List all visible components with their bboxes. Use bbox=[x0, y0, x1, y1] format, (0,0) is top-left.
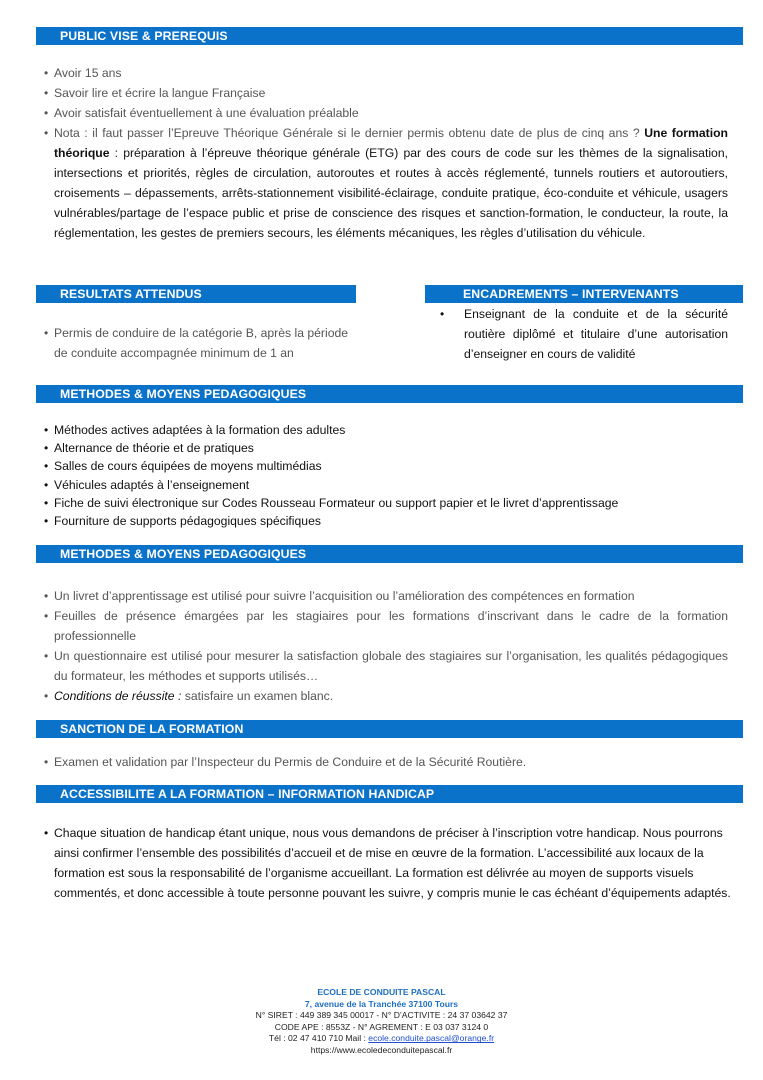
section-header-encadrements bbox=[425, 285, 743, 303]
footer-website: https://www.ecoledeconduitepascal.fr bbox=[310, 1044, 453, 1055]
section-header-accessibilite bbox=[36, 785, 743, 803]
footer-siret: N° SIRET : 449 389 345 00017 - N° D’ACTIVITE : 24 37 03642 37 bbox=[255, 1010, 508, 1021]
list-item: • Examen et validation par l’Inspecteur du Permis de Conduire et de la Sécurité Routière. bbox=[44, 752, 734, 772]
list-item: • Un questionnaire est utilisé pour mesurer la satisfaction globale des stagiaires sur l’organisation, les qualités pédagogiques du formateur, les méthodes et supports utilisés… bbox=[44, 646, 728, 686]
resultats-list bbox=[44, 323, 354, 363]
list-item: • Enseignant de la conduite et de la sécurité routière diplômé et titulaire d’une autorisation d’enseigner en cours de validité bbox=[440, 304, 728, 364]
footer-school-name: ECOLE DE CONDUITE PASCAL bbox=[317, 987, 446, 997]
section-title: RESULTATS ATTENDUS bbox=[60, 287, 202, 301]
list-item: • Un livret d’apprentissage est utilisé pour suivre l’acquisition ou l’amélioration des compétences en formation bbox=[44, 586, 728, 606]
section-title: ACCESSIBILITE A LA FORMATION – INFORMATION HANDICAP bbox=[60, 787, 435, 801]
section-title: METHODES & MOYENS PEDAGOGIQUES bbox=[60, 547, 307, 561]
list-item: • Chaque situation de handicap étant unique, nous vous demandons de préciser à l’inscription votre handicap. Nous pourrons ainsi confirmer l’ensemble des possibilités d’accueil et de mise en œuvre de la formation. L’accessibilité aux locaux de la formation est sous la responsabilité de l’organisme accueillant. La formation est délivrée au moyen de supports visuels commentés, et donc accessible à toute personne pouvant les suivre, y compris munie le cas échéant d’équipements adaptés. bbox=[44, 823, 738, 903]
conditions-text: satisfaire un examen blanc. bbox=[181, 689, 334, 703]
list-item: • Feuilles de présence émargées par les stagiaires pour les formations d’inscrivant dans le cadre de la formation professionnelle bbox=[44, 606, 728, 646]
sanction-list bbox=[44, 752, 734, 772]
list-item: • Salles de cours équipées de moyens multimédias bbox=[44, 457, 734, 475]
accessibilite-list bbox=[44, 823, 738, 903]
footer-address: 7, avenue de la Tranchée 37100 Tours bbox=[304, 998, 459, 1009]
footer-ape: CODE APE : 8553Z - N° AGREMENT : E 03 037 3124 0 bbox=[274, 1021, 489, 1032]
section-header-methodes-1 bbox=[36, 385, 743, 403]
list-item: • Méthodes actives adaptées à la formation des adultes bbox=[44, 421, 734, 439]
nota-bold: Une formation théorique bbox=[54, 126, 728, 160]
list-item-conditions bbox=[44, 686, 728, 706]
section-header-methodes-2 bbox=[36, 545, 743, 563]
nota-prefix: Nota : il faut passer l’Epreuve Théorique Générale si le dernier permis obtenu date de plus de cinq ans ? bbox=[54, 126, 645, 140]
footer-contact bbox=[0, 1033, 763, 1045]
footer-tel: Tél : 02 47 410 710 Mail : bbox=[268, 1033, 369, 1044]
list-item: • Savoir lire et écrire la langue Française bbox=[44, 83, 728, 103]
section-title: METHODES & MOYENS PEDAGOGIQUES bbox=[60, 387, 307, 401]
list-item-nota bbox=[44, 123, 728, 243]
list-item: • Permis de conduire de la catégorie B, après la période de conduite accompagnée minimum de 1 an bbox=[44, 323, 354, 363]
section-title: PUBLIC VISE & PREREQUIS bbox=[60, 29, 228, 43]
section-title: SANCTION DE LA FORMATION bbox=[60, 722, 244, 736]
section-header-public bbox=[36, 27, 743, 45]
methodes-2-list bbox=[44, 586, 728, 706]
methodes-1-list bbox=[44, 421, 734, 530]
public-list bbox=[44, 63, 728, 243]
encadrements-list bbox=[440, 304, 728, 364]
footer bbox=[0, 987, 763, 1057]
list-item: • Fourniture de supports pédagogiques spécifiques bbox=[44, 512, 734, 530]
footer-mail-link[interactable]: ecole.conduite.pascal@orange.fr bbox=[368, 1033, 495, 1044]
nota-text: : préparation à l’épreuve théorique générale (ETG) par des cours de code sur les thèmes de la signalisation, intersections et priorités, règles de circulation, autoroutes et routes à accès réglementé, tunnels routiers et autoroutiers, croisements – dépassements, arrêts-stationnement visibilité-éclairage, conduite pratique, éco-conduite et véhicule, usagers vulnérables/partage de l’espace public et prise de conscience des risques et sanction-formation, le conducteur, la route, la réglementation, les gestes de premiers secours, les éléments mécaniques, les règles d’utilisation du véhicule. bbox=[54, 146, 728, 240]
section-header-sanction bbox=[36, 720, 743, 738]
list-item: • Alternance de théorie et de pratiques bbox=[44, 439, 734, 457]
conditions-label: Conditions de réussite : bbox=[54, 689, 182, 703]
section-title: ENCADREMENTS – INTERVENANTS bbox=[463, 287, 679, 301]
list-item: • Fiche de suivi électronique sur Codes Rousseau Formateur ou support papier et le livret d’apprentissage bbox=[44, 494, 734, 512]
section-header-resultats bbox=[36, 285, 356, 303]
list-item: • Avoir 15 ans bbox=[44, 63, 728, 83]
list-item: • Véhicules adaptés à l’enseignement bbox=[44, 476, 734, 494]
list-item: • Avoir satisfait éventuellement à une évaluation préalable bbox=[44, 103, 728, 123]
